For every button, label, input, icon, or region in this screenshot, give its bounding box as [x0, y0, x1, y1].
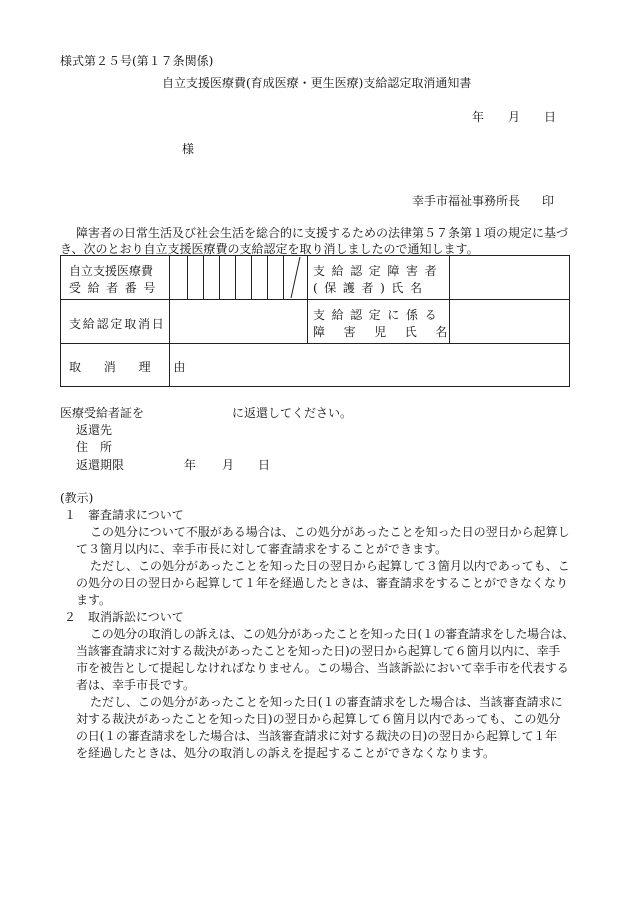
notice-s1-p1-l1: この処分について不服がある場合は、この処分があったことを知った日の翌日から起算し	[90, 525, 570, 539]
notice-s2-p1-l2: 当該審査請求に対する裁決があったことを知った日)の翌日から起算して６箇月以内に、幸手	[76, 644, 560, 658]
return-deadline-month: 月	[222, 458, 235, 472]
notice-heading: (教示)	[60, 491, 94, 505]
document-title: 自立支援医療費(育成医療・更生医療)支給認定取消通知書	[162, 76, 472, 90]
date-month-label: 月	[508, 110, 521, 124]
notice-section-1-title: １ 審査請求について	[64, 508, 184, 522]
seal-mark: 印	[542, 194, 555, 208]
recipient-number-label-1: 自立支援医療費	[69, 264, 154, 278]
notice-s1-p2-l2: の処分の日の翌日から起算して１年を経過したときは、審査請求をすることができなくなり	[76, 576, 569, 590]
notice-s2-p2-l1: ただし、この処分があったことを知った日(１の審査請求をした場合は、当該審査請求に	[90, 695, 563, 709]
table-row-divider	[61, 343, 569, 344]
cancel-date-label: 支給認定取消日	[69, 317, 166, 331]
notice-section-2-title: ２ 取消訴訟について	[64, 610, 184, 624]
return-destination-label: 返還先	[76, 423, 113, 437]
intro-line-1: 障害者の日常生活及び社会生活を総合的に支援するための法律第５７条第１項の規定に基づ	[76, 226, 569, 240]
notice-s1-p2-l1: ただし、この処分があったことを知った日の翌日から起算して３箇月以内であっても、こ	[90, 559, 570, 573]
notice-s2-p2-l3: の日(１の審査請求をした場合は、当該審査請求に対する裁決の日)の翌日から起算して１年	[76, 729, 557, 743]
table-row-divider	[61, 299, 569, 300]
return-deadline-year: 年	[184, 458, 197, 472]
table-col-divider	[307, 256, 308, 343]
recipient-number-boxes[interactable]	[171, 256, 301, 299]
reason-label: 取消理由	[69, 360, 209, 374]
certified-person-label-1: 支給認定障害者	[313, 264, 444, 278]
notice-s1-p2-l3: ます。	[76, 593, 112, 607]
return-instruction-b: に返還してください。	[232, 406, 353, 420]
date-day-label: 日	[544, 110, 557, 124]
notice-s2-p2-l2: 対する裁決があったことを知った日)の翌日から起算して６箇月以内であっても、この処分	[76, 712, 561, 726]
certified-person-label-2: (保護者)氏名	[313, 281, 429, 295]
notice-s1-p1-l2: て３箇月以内に、幸手市長に対して審査請求をすることができます。	[76, 542, 448, 556]
child-label-2: 障害児氏名	[313, 325, 467, 339]
return-deadline-label: 返還期限	[76, 458, 125, 472]
recipient-number-label-2: 受給者番号	[69, 281, 163, 295]
return-address-label: 住 所	[76, 440, 113, 454]
notice-s2-p2-l4: を経過したときは、処分の取消しの訴えを提起することができなくなります。	[76, 746, 496, 760]
notice-s2-p1-l1: この処分の取消しの訴えは、この処分があったことを知った日(１の審査請求をした場合は、	[90, 627, 574, 641]
notice-s2-p1-l3: 市を被告として提起しなければなりません。この場合、当該訴訟において幸手市を代表する	[76, 661, 569, 675]
child-label-1: 支給認定に係る	[313, 308, 444, 322]
intro-line-2: き、次のとおり自立支援医療費の支給認定を取り消しましたので通知します。	[60, 242, 479, 256]
return-deadline-day: 日	[258, 458, 271, 472]
form-number: 様式第２５号(第１７条関係)	[60, 54, 214, 68]
return-instruction-a: 医療受給者証を	[60, 406, 145, 420]
addressee-suffix: 様	[182, 142, 195, 156]
notice-s2-p1-l4: 者は、幸手市長です。	[76, 678, 196, 692]
cancellation-table	[60, 255, 570, 387]
date-year-label: 年	[472, 110, 485, 124]
diagonal-slash	[287, 256, 301, 299]
issuer-name: 幸手市福祉事務所長	[412, 194, 521, 208]
